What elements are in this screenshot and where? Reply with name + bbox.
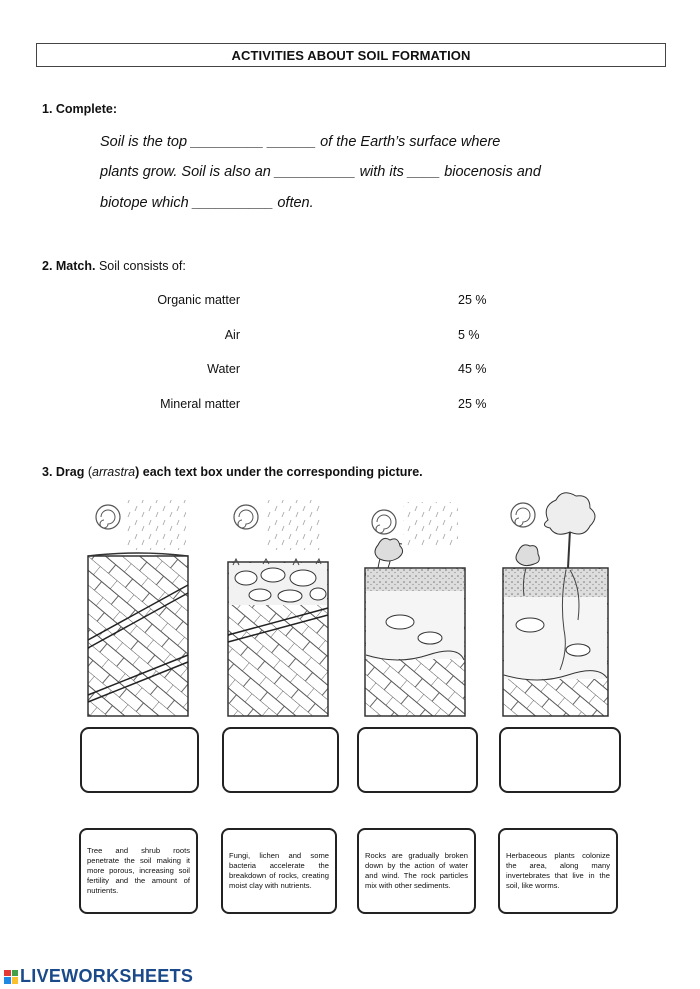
section-2-label: 2. Match.	[42, 259, 96, 273]
drop-box-4[interactable]	[499, 727, 621, 793]
worksheet-title: ACTIVITIES ABOUT SOIL FORMATION	[36, 43, 666, 67]
panel-2-weathering	[228, 500, 328, 716]
text-box-2[interactable]	[221, 828, 337, 914]
text-box-4[interactable]	[498, 828, 618, 914]
match-left-item[interactable]: Air	[224, 328, 240, 342]
liveworksheets-footer[interactable]	[4, 966, 193, 987]
drop-box-2[interactable]	[222, 727, 339, 793]
panel-1-bare-rock	[88, 500, 188, 716]
match-right-item[interactable]: 5 %	[458, 328, 480, 342]
cloze-line-1: Soil is the top _________ ______ of the Earth’s surface where	[100, 134, 501, 150]
match-right-item[interactable]: 25 %	[458, 293, 487, 307]
text-box-1-text: Tree and shrub roots penetrate the soil making it more porous, increasing soil fertility and the amount of nutrients.	[87, 846, 190, 895]
section-3-label: 3. Drag	[42, 465, 85, 479]
footer-brand-text: LIVEWORKSHEETS	[20, 966, 194, 986]
text-box-1[interactable]	[79, 828, 198, 914]
section-3-heading	[42, 465, 423, 479]
cloze-line-3: biotope which __________ often.	[100, 195, 314, 211]
text-box-3-text: Rocks are gradually broken down by the action of water and wind. The rock particles mix with other sediments.	[365, 851, 468, 890]
section-2-heading	[42, 259, 186, 273]
section-3-paren: (	[84, 465, 93, 479]
text-box-4-text: Herbaceous plants colonize the area, along many invertebrates that live in the soil, like worms.	[506, 851, 610, 890]
panel-3-herbaceous	[365, 502, 465, 716]
drop-box-1[interactable]	[80, 727, 199, 793]
panel-4-forest	[503, 493, 608, 716]
match-left-item[interactable]: Mineral matter	[160, 397, 240, 411]
liveworksheets-logo-icon	[4, 970, 18, 984]
section-2-text: Soil consists of:	[95, 259, 186, 273]
match-right-item[interactable]: 25 %	[458, 397, 487, 411]
text-box-3[interactable]	[357, 828, 476, 914]
match-left-item[interactable]: Water	[207, 362, 240, 376]
cloze-line-2: plants grow. Soil is also an __________ with its ____ biocenosis and	[100, 164, 541, 180]
match-left-item[interactable]: Organic matter	[157, 293, 240, 307]
soil-formation-illustration	[78, 490, 618, 720]
section-1-heading	[42, 102, 117, 116]
match-right-item[interactable]: 45 %	[458, 362, 487, 376]
drop-box-3[interactable]	[357, 727, 478, 793]
section-3-rest: ) each text box under the corresponding picture.	[135, 465, 423, 479]
section-3-italic: arrastra	[92, 465, 136, 479]
text-box-2-text: Fungi, lichen and some bacteria accelerate the breakdown of rocks, creating moist clay with nutrients.	[229, 851, 329, 890]
section-1-label: 1. Complete:	[42, 102, 118, 116]
